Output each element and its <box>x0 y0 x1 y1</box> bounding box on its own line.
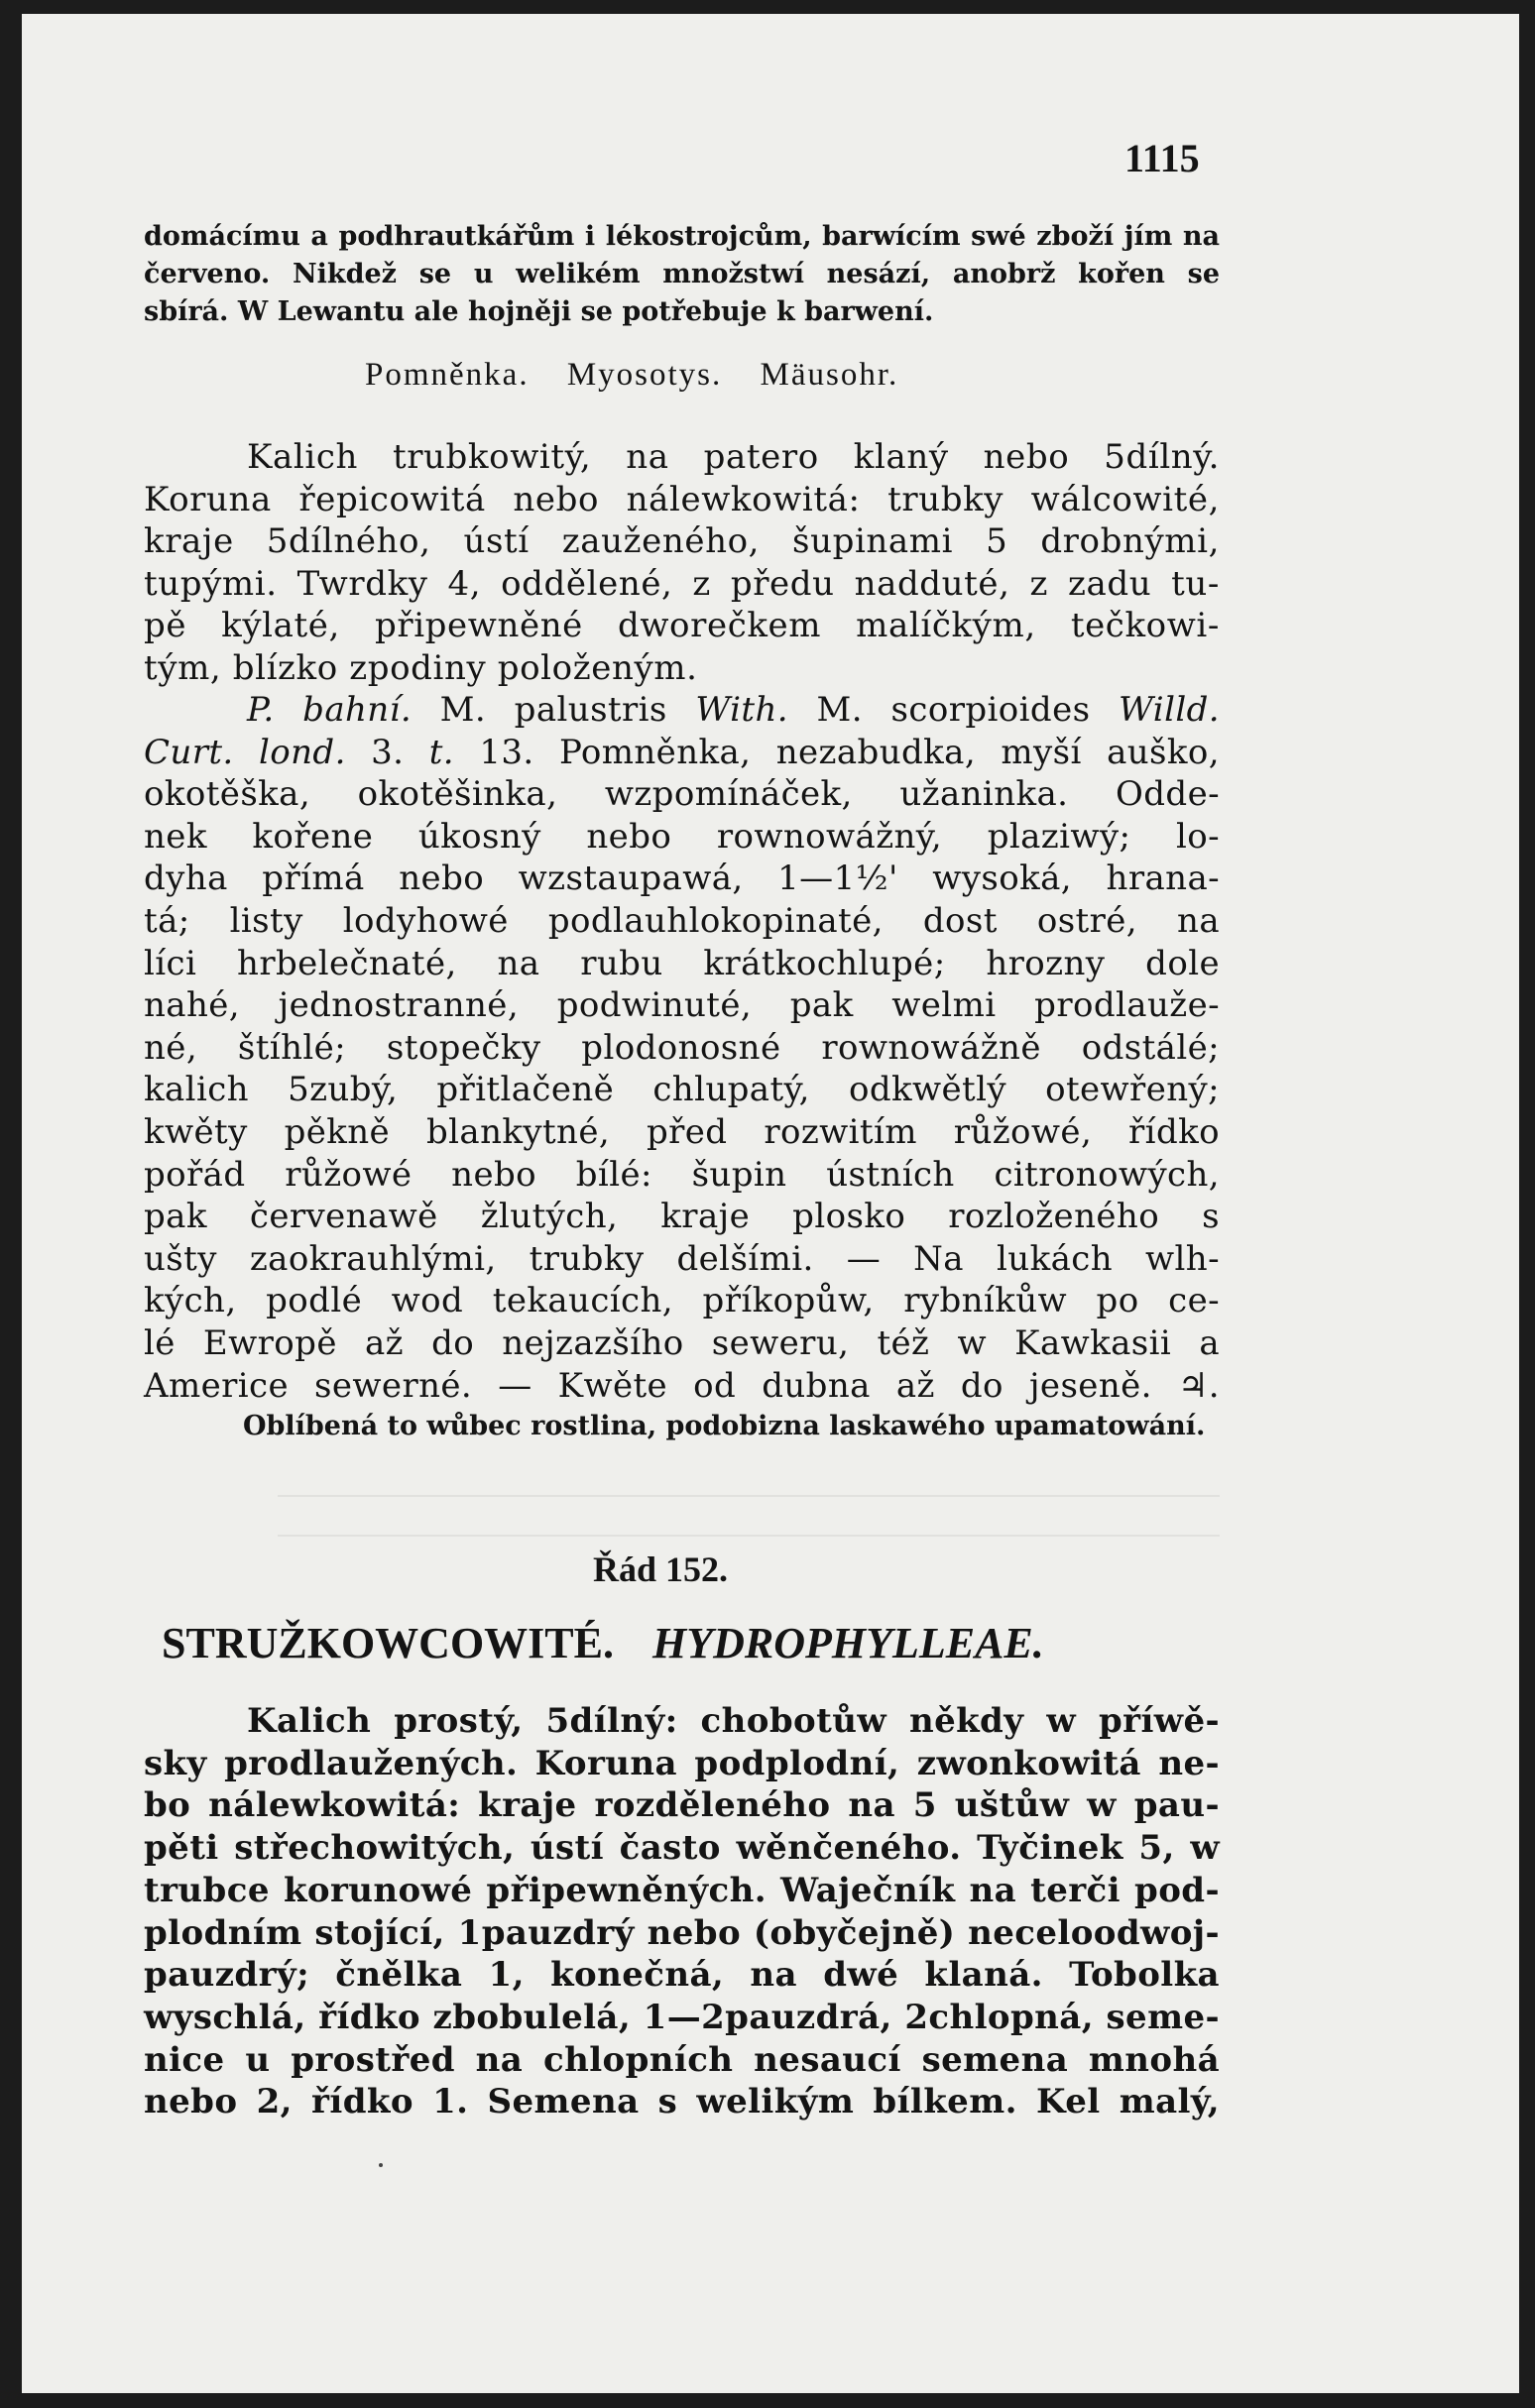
text-run: kwěty pěkně blankytné, před rozwitím růžowé, řídko <box>144 1111 1220 1152</box>
italic-text: Curt. lond. <box>144 732 346 772</box>
text-run: líci hrbelečnaté, na rubu krátkochlupé; hrozny dole <box>144 943 1220 983</box>
genus-header <box>365 357 926 394</box>
species-line <box>144 943 1220 985</box>
species-line <box>144 900 1220 943</box>
text-run: lé Ewropě až do nejzazšího seweru, též w Kawkasii a <box>144 1322 1220 1363</box>
text-run: ušty zaokrauhlými, trubky delšími. — Na lukách wlh- <box>144 1238 1220 1279</box>
text-run: kých, podlé wod tekaucích, příkopůw, rybníkůw po ce- <box>144 1281 1220 1321</box>
species-note: Oblíbená to wůbec rostlina, podobizna laskawého upamatowání. <box>243 1411 1206 1441</box>
desc-line: tým, blízko zpodiny položeným. <box>144 647 698 688</box>
intro-line: červeno. Nikdež se u welikém množstwí nesází, anobrž kořen se <box>144 259 1220 289</box>
family-desc-line: nice u prostřed na chlopních nesaucí semena mnohá <box>144 2039 1220 2080</box>
family-desc-line: nebo 2, řídko 1. Semena s welikým bílkem. Kel malý, <box>144 2082 1220 2122</box>
species-line <box>144 689 1220 732</box>
species-line <box>144 773 1220 816</box>
text-run: kalich 5zubý, přitlačeně chlupatý, odkwětlý otewřený; <box>144 1070 1220 1110</box>
species-paragraph <box>144 689 1220 1407</box>
text-run: Americe sewerné. — Kwěte od dubna až do jeseně. ♃. <box>144 1365 1220 1406</box>
species-line <box>144 1365 1220 1408</box>
family-desc-line: Kalich prostý, 5dílný: chobotůw někdy w příwě- <box>247 1701 1220 1741</box>
intro-line: domácímu a podhrautkářům i lékostrojcům, barwícím swé zboží jím na <box>144 221 1220 252</box>
species-line <box>144 816 1220 859</box>
family-description <box>144 1700 1220 2123</box>
text-run: okotěška, okotěšinka, wzpomínáček, užaninka. Odde- <box>144 774 1220 815</box>
text-run: dyha přímá nebo wzstaupawá, 1—1½' wysoká, hrana- <box>144 859 1220 899</box>
genus-latin: Myosotys. <box>566 357 723 393</box>
text-run: M. palustris <box>412 690 696 730</box>
text-run: tá; listy lodyhowé podlauhlokopinaté, dost ostré, na <box>144 900 1220 941</box>
family-desc-line: trubce korunowé připewněných. Waječník na terči pod- <box>144 1870 1220 1910</box>
species-line <box>144 1322 1220 1365</box>
family-desc-line: plodním stojící, 1pauzdrý nebo (obyčejně) neceloodwoj- <box>144 1912 1220 1953</box>
text-run: pořád růžowé nebo bílé: šupin ústních citronowých, <box>144 1154 1220 1195</box>
desc-line: pě kýlaté, připewněné dworečkem malíčkým, tečkowi- <box>144 606 1220 645</box>
species-line <box>144 1027 1220 1070</box>
text-run: 13. Pomněnka, nezabudka, myší auško, <box>454 732 1220 772</box>
print-speck <box>379 2163 383 2167</box>
family-czech: STRUŽKOWCOWITÉ. <box>162 1619 614 1667</box>
family-desc-line: wyschlá, řídko zbobulelá, 1—2pauzdrá, 2chlopná, seme- <box>144 1997 1220 2037</box>
desc-line: Kalich trubkowitý, na patero klaný nebo 5dílný. <box>247 437 1220 477</box>
desc-line: Koruna řepicowitá nebo nálewkowitá: trubky wálcowité, <box>144 479 1220 519</box>
italic-text: P. bahní. <box>247 690 413 730</box>
family-desc-line: sky prodlaužených. Koruna podplodní, zwonkowitá ne- <box>144 1743 1220 1783</box>
italic-text: Willd. <box>1119 690 1220 730</box>
page-number: 1115 <box>1124 136 1200 180</box>
desc-line: tupými. Twrdky 4, oddělené, z předu nadduté, z zadu tu- <box>144 563 1220 604</box>
text-run: nahé, jednostranné, podwinuté, pak welmi prodlauže- <box>144 985 1220 1026</box>
show-through-text <box>278 1457 1220 1537</box>
genus-german: Mäusohr. <box>760 357 899 393</box>
text-run: né, štíhlé; stopečky plodonosné rownowážně odstálé; <box>144 1027 1220 1068</box>
species-line <box>144 732 1220 774</box>
family-heading <box>162 1618 1044 1668</box>
italic-text: t. <box>428 732 455 772</box>
text-run: 3. <box>345 732 429 772</box>
text-run: pak červenawě žlutých, kraje plosko rozloženého s <box>144 1197 1220 1237</box>
family-latin: HYDROPHYLLEAE. <box>651 1619 1044 1667</box>
species-line <box>144 1196 1220 1238</box>
genus-description <box>144 436 1220 689</box>
text-run: nek kořene úkosný nebo rownowážný, plaziwý; lo- <box>144 816 1220 857</box>
species-line <box>144 1238 1220 1281</box>
family-desc-line: pěti střechowitých, ústí často wěnčeného. Tyčinek 5, w <box>144 1828 1220 1869</box>
intro-line: sbírá. W Lewantu ale hojněji se potřebuje k barwení. <box>144 296 934 327</box>
family-desc-line: pauzdrý; čnělka 1, konečná, na dwé klaná. Tobolka <box>144 1955 1220 1996</box>
species-line <box>144 984 1220 1027</box>
desc-line: kraje 5dílného, ústí zauženého, šupinami 5 drobnými, <box>144 521 1220 561</box>
species-line <box>144 1111 1220 1154</box>
intro-paragraph <box>144 218 1220 331</box>
order-heading: Řád 152. <box>593 1549 729 1589</box>
species-line <box>144 1154 1220 1197</box>
species-line <box>144 858 1220 900</box>
species-line <box>144 1069 1220 1111</box>
family-desc-line: bo nálewkowitá: kraje rozděleného na 5 uštůw w pau- <box>144 1785 1220 1826</box>
text-run: M. scorpioides <box>787 690 1120 730</box>
genus-czech: Pomněnka. <box>365 357 530 393</box>
species-line <box>144 1280 1220 1322</box>
italic-text: With. <box>695 690 788 730</box>
